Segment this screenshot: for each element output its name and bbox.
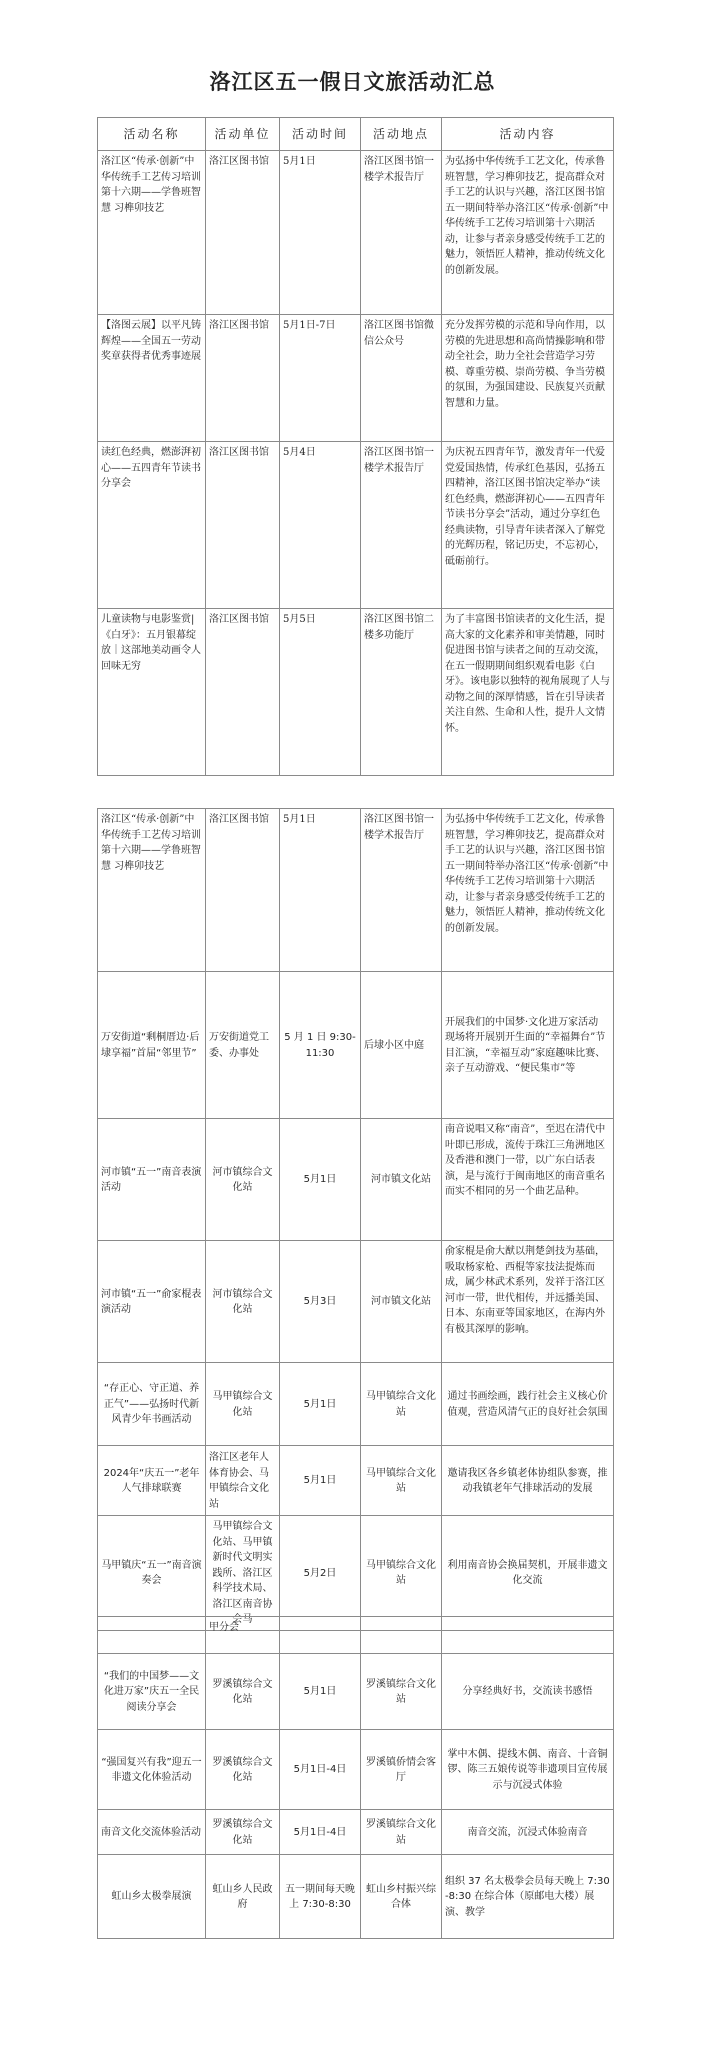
cell-location: 罗溪镇综合文化站 [361,1810,442,1855]
activity-table-page-2 [97,808,614,1631]
cell-activity-name: 洛江区“传承·创新”中华传统手工艺传习培训第十六期——学鲁班智慧 习榫卯技艺 [98,151,206,315]
table-row [98,972,614,1119]
cell-time: 5月1日 [280,1363,361,1446]
cell-organizer: 罗溪镇综合文化站 [206,1810,280,1855]
cell-content: 为了丰富图书馆读者的文化生活，提高大家的文化素养和审美情趣，同时促进图书馆与读者之间的互动交流，在五一假期期间组织观看电影《白牙》。该电影以独特的视角展现了人与动物之间的深厚情感，旨在引导读者关注自然、生命和人性，提升人文情怀。 [442,609,614,776]
table-row [98,1855,614,1939]
cell-activity-name: 南音文化交流体验活动 [98,1810,206,1855]
cell-location: 马甲镇综合文化站 [361,1363,442,1446]
table-header-row [98,118,614,151]
table-row [98,1516,614,1631]
cell-activity-name: 读红色经典，燃澎湃初心——五四青年节读书分享会 [98,442,206,609]
cell-location: 洛江区图书馆一楼学术报告厅 [361,151,442,315]
cell-location: 洛江区图书馆一楼学术报告厅 [361,442,442,609]
cell-content: 开展我们的中国梦·文化进万家活动 现场将开展别开生面的“幸福舞台”节目汇演，“幸福互动”家庭趣味比赛、亲子互动游戏、“便民集市”等 [442,972,614,1119]
table-row [98,1363,614,1446]
table-row [98,151,614,315]
cell-activity-name: 万安街道“剩桐厝边·后埭享福”首届“邻里节” [98,972,206,1119]
cell-organizer-continuation: 甲分会 [206,1617,280,1654]
cell-organizer: 洛江区图书馆 [206,809,280,972]
cell-organizer: 虹山乡人民政府 [206,1855,280,1939]
cell-content: 南音说唱又称“南音”，至迟在清代中叶即已形成，流传于珠江三角洲地区及香港和澳门一带，以广东白话表演，是与流行于闽南地区的南音重名而实不相同的另一个曲艺品种。 [442,1119,614,1241]
cell-content: 为弘扬中华传统手工艺文化，传承鲁班智慧，学习榫卯技艺，提高群众对手工艺的认识与兴趣，洛江区图书馆五一期间特举办洛江区“传承·创新”中华传统手工艺传习培训第十六期活动，让参与者亲身感受传统手工艺的魅力，领悟匠人精神，推动传统文化的创新发展。 [442,809,614,972]
table-row [98,809,614,972]
cell-organizer: 罗溪镇综合文化站 [206,1654,280,1730]
cell-content: 为庆祝五四青年节，激发青年一代爱党爱国热情，传承红色基因，弘扬五四精神，洛江区图书馆决定举办“读红色经典，燃澎湃初心——五四青年节读书分享会”活动，通过分享红色经典读物，引导青年读者深入了解党的光辉历程，铭记历史，不忘初心，砥砺前行。 [442,442,614,609]
table-row [98,1241,614,1363]
cell-organizer: 河市镇综合文化站 [206,1119,280,1241]
cell-content: 南音交流，沉浸式体验南音 [442,1810,614,1855]
cell-time: 5月1日 [280,809,361,972]
header-location: 活动地点 [361,118,442,151]
cell-time: 5月1日-4日 [280,1730,361,1810]
cell-organizer: 马甲镇综合文化站 [206,1363,280,1446]
table-row [98,442,614,609]
cell-time: 5月1日 [280,1654,361,1730]
cell-organizer: 洛江区图书馆 [206,609,280,776]
cell-time: 5月1日 [280,1446,361,1516]
cell-content: 邀请我区各乡镇老体协组队参赛，推动我镇老年气排球活动的发展 [442,1446,614,1516]
table-row [98,1730,614,1810]
cell-time: 5月1日-4日 [280,1810,361,1855]
cell-activity-name: 【洛图云展】以平凡铸辉煌——全国五一劳动奖章获得者优秀事迹展 [98,315,206,442]
cell-location: 马甲镇综合文化站 [361,1516,442,1631]
cell-location: 洛江区图书馆一楼学术报告厅 [361,809,442,972]
cell-organizer: 洛江区图书馆 [206,315,280,442]
cell-activity-name: 儿童读物与电影鉴赏|《白牙》：五月银幕绽放｜这部地美动画令人回味无穷 [98,609,206,776]
cell-organizer: 罗溪镇综合文化站 [206,1730,280,1810]
page-title: 洛江区五一假日文旅活动汇总 [209,70,496,94]
cell-time: 5月1日 [280,1119,361,1241]
header-content: 活动内容 [442,118,614,151]
activity-table-page-3 [97,1616,614,1939]
table-row [98,315,614,442]
cell-location: 洛江区图书馆二楼多功能厅 [361,609,442,776]
cell-time: 5月1日-7日 [280,315,361,442]
cell-location: 虹山乡村振兴综合体 [361,1855,442,1939]
cell-time: 5月2日 [280,1516,361,1631]
cell-location: 河市镇文化站 [361,1119,442,1241]
header-time: 活动时间 [280,118,361,151]
cell-location: 洛江区图书馆微信公众号 [361,315,442,442]
cell-time: 5月5日 [280,609,361,776]
cell-activity-name: 河市镇“五一”俞家棍表演活动 [98,1241,206,1363]
cell-activity-name: 2024年“庆五一”老年人气排球联赛 [98,1446,206,1516]
cell-location: 后埭小区中庭 [361,972,442,1119]
header-organizer: 活动单位 [206,118,280,151]
cell-location: 罗溪镇综合文化站 [361,1654,442,1730]
cell-content: 掌中木偶、提线木偶、南音、十音铜锣、陈三五娘传说等非遗项目宣传展示与沉浸式体验 [442,1730,614,1810]
cell-time: 5月4日 [280,442,361,609]
cell-time: 5月3日 [280,1241,361,1363]
cell-content: 通过书画绘画，践行社会主义核心价值观，营造风清气正的良好社会氛围 [442,1363,614,1446]
cell-organizer: 洛江区图书馆 [206,151,280,315]
cell-location: 河市镇文化站 [361,1241,442,1363]
table-row [98,1654,614,1730]
table-row [98,1446,614,1516]
cell-content: 俞家棍是俞大猷以荆楚剑技为基础，吸取杨家枪、西棍等家技法提炼而成，属少林武术系列，发祥于洛江区河市一带，世代相传，并远播美国、日本、东南亚等国家地区，在海内外有极其深厚的影响。 [442,1241,614,1363]
cell-time: 5月1日 [280,151,361,315]
cell-activity-name: 虹山乡太极拳展演 [98,1855,206,1939]
cell-location: 马甲镇综合文化站 [361,1446,442,1516]
cell-activity-name: 河市镇“五一”南音表演活动 [98,1119,206,1241]
table-row [98,609,614,776]
cell-organizer: 洛江区图书馆 [206,442,280,609]
table-row [98,1810,614,1855]
cell-activity-name: “我们的中国梦——文化进万家”庆五一全民阅读分享会 [98,1654,206,1730]
table-row-continuation [98,1617,614,1654]
cell-organizer: 马甲镇综合文化站、马甲镇新时代文明实践所、洛江区科学技术局、洛江区南音协会马 [206,1516,280,1631]
cell-organizer: 万安街道党工委、办事处 [206,972,280,1119]
table-row [98,1119,614,1241]
cell-content: 分享经典好书，交流读书感悟 [442,1654,614,1730]
activity-table-page-1 [97,117,614,776]
cell-activity-name: 马甲镇庆“五一”南音演奏会 [98,1516,206,1631]
cell-activity-name: “存正心、守正道、养正气”——弘扬时代新风青少年书画活动 [98,1363,206,1446]
cell-activity-name: 洛江区“传承·创新”中华传统手工艺传习培训第十六期——学鲁班智慧 习榫卯技艺 [98,809,206,972]
cell-content: 利用南音协会换届契机，开展非遗文化交流 [442,1516,614,1631]
cell-time: 5 月 1 日 9:30-11:30 [280,972,361,1119]
cell-time: 五一期间每天晚上 7:30-8:30 [280,1855,361,1939]
cell-content: 组织 37 名太极拳会员每天晚上 7:30-8:30 在综合体（原邮电大楼）展演、教学 [442,1855,614,1939]
cell-organizer: 洛江区老年人体育协会、马甲镇综合文化站 [206,1446,280,1516]
cell-content: 为弘扬中华传统手工艺文化，传承鲁班智慧，学习榫卯技艺，提高群众对手工艺的认识与兴趣，洛江区图书馆五一期间特举办洛江区“传承·创新”中华传统手工艺传习培训第十六期活动，让参与者亲身感受传统手工艺的魅力，领悟匠人精神，推动传统文化的创新发展。 [442,151,614,315]
cell-content: 充分发挥劳模的示范和导向作用，以劳模的先进思想和高尚情操影响和带动全社会，助力全社会营造学习劳模、尊重劳模、崇尚劳模、争当劳模的氛围，为强国建设、民族复兴贡献智慧和力量。 [442,315,614,442]
cell-location: 罗溪镇侨情会客厅 [361,1730,442,1810]
cell-activity-name: “强国复兴有我”迎五一非遗文化体验活动 [98,1730,206,1810]
header-activity-name: 活动名称 [98,118,206,151]
cell-organizer: 河市镇综合文化站 [206,1241,280,1363]
